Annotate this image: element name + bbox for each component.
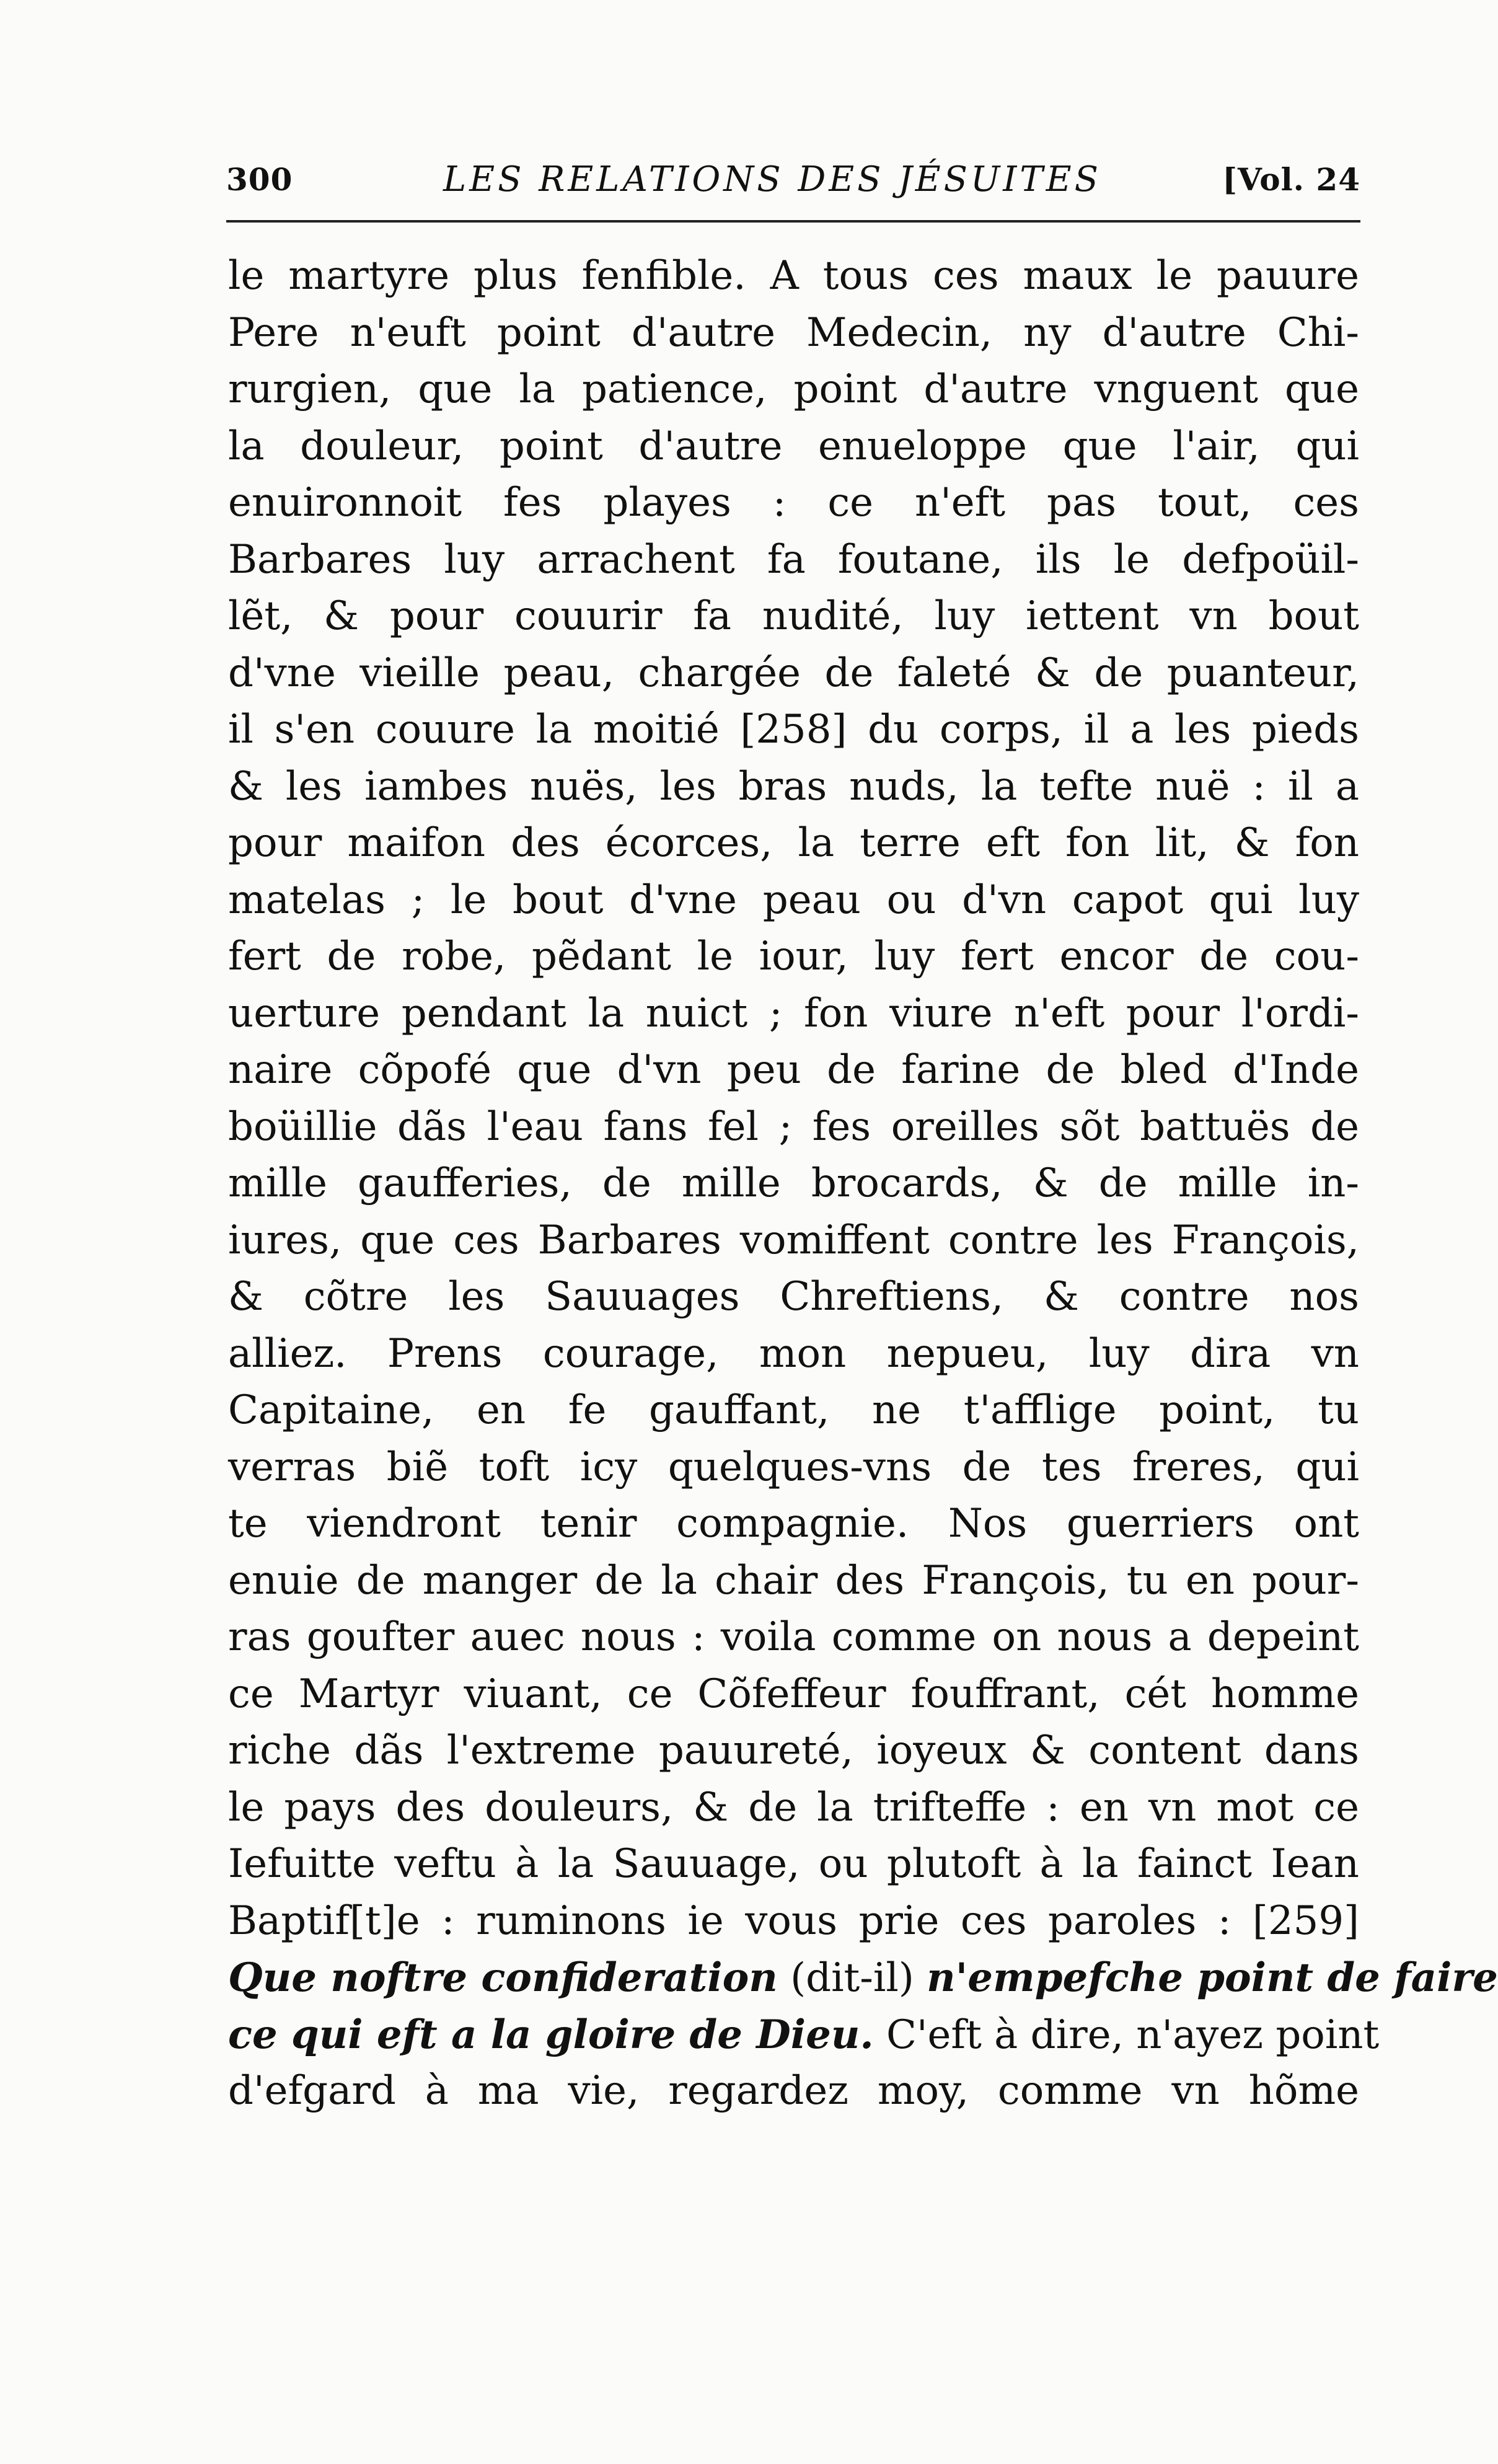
text-line: Baptif[t]e : ruminons ie vous prie ces paroles : [259] — [228, 1897, 1359, 1944]
text-line: enuironnoit fes playes : ce n'eft pas tout, ces — [228, 480, 1359, 526]
text-line: le pays des douleurs, & de la trifteffe : en vn mot ce — [228, 1784, 1359, 1830]
text-line: boüillie dãs l'eau fans fel ; fes oreilles sõt battuës de — [228, 1103, 1359, 1150]
text-line: d'vne vieille peau, chargée de faleté & de puanteur, — [228, 650, 1359, 696]
italic-quote-part: n'empefche point de faire — [927, 1954, 1498, 2001]
text-line: alliez. Prens courage, mon nepueu, luy dira vn — [228, 1330, 1359, 1377]
text-line: uerture pendant la nuict ; fon viure n'eft pour l'ordi- — [228, 990, 1359, 1036]
header-rule — [226, 220, 1360, 223]
roman-part: (dit-il) — [777, 1955, 927, 2001]
roman-part: C'eft à dire, n'ayez point — [873, 2011, 1380, 2058]
text-line: te viendront tenir compagnie. Nos guerriers ont — [228, 1501, 1359, 1547]
volume-label: [Vol. 24 — [1222, 161, 1360, 198]
text-line: Iefuitte veftu à la Sauuage, ou plutoft à la fainct Iean — [228, 1841, 1359, 1887]
text-line: riche dãs l'extreme pauureté, ioyeux & content dans — [228, 1728, 1359, 1773]
text-line: verras biẽ toft icy quelques-vns de tes freres, qui — [228, 1444, 1359, 1490]
text-line: & les iambes nuës, les bras nuds, la tefte nuë : il a — [228, 763, 1359, 810]
text-line: Capitaine, en fe gauffant, ne t'afflige point, tu — [228, 1387, 1359, 1433]
page-header — [226, 155, 1360, 205]
body-text — [228, 248, 1498, 2120]
text-line: Barbares luy arrachent fa foutane, ils le defpoüil- — [228, 536, 1359, 583]
text-line: lẽt, & pour couurir fa nudité, luy iettent vn bout — [228, 593, 1359, 639]
text-line: fert de robe, pẽdant le iour, luy fert encor de cou- — [228, 934, 1359, 979]
text-line: Pere n'euft point d'autre Medecin, ny d'autre Chi- — [228, 309, 1359, 356]
text-line: pour maifon des écorces, la terre eft fon lit, & fon — [228, 820, 1359, 866]
text-line: le martyre plus fenfible. A tous ces maux le pauure — [228, 253, 1359, 299]
text-line: ras goufter auec nous : voila comme on nous a depeint — [228, 1614, 1359, 1660]
text-line: d'efgard à ma vie, regardez moy, comme vn hõme — [228, 2068, 1359, 2114]
text-line-mixed — [228, 2007, 1380, 2064]
text-line: ce Martyr viuant, ce Cõfeffeur fouffrant, cét homme — [228, 1671, 1359, 1717]
text-line: & cõtre les Sauuages Chreftiens, & contre nos — [228, 1274, 1359, 1320]
text-line-mixed — [228, 1950, 1498, 2007]
text-line: il s'en couure la moitié [258] du corps, il a les pieds — [228, 707, 1359, 753]
running-title: LES RELATIONS DES JÉSUITES — [443, 159, 1101, 200]
text-line: matelas ; le bout d'vne peau ou d'vn capot qui luy — [228, 877, 1359, 923]
text-line: naire cõpofé que d'vn peu de farine de bled d'Inde — [228, 1047, 1359, 1093]
page-number: 300 — [226, 161, 293, 198]
text-line: mille gaufferies, de mille brocards, & de mille in- — [228, 1160, 1359, 1206]
text-line: rurgien, que la patience, point d'autre vnguent que — [228, 366, 1359, 412]
text-line: la douleur, point d'autre enueloppe que l'air, qui — [228, 423, 1359, 469]
text-line: enuie de manger de la chair des François, tu en pour- — [228, 1557, 1359, 1604]
italic-quote-part: Que noftre confideration — [228, 1954, 778, 2001]
italic-quote-part: ce qui eft a la gloire de Dieu. — [228, 2011, 874, 2058]
text-line: iures, que ces Barbares vomiffent contre les François, — [228, 1217, 1359, 1263]
